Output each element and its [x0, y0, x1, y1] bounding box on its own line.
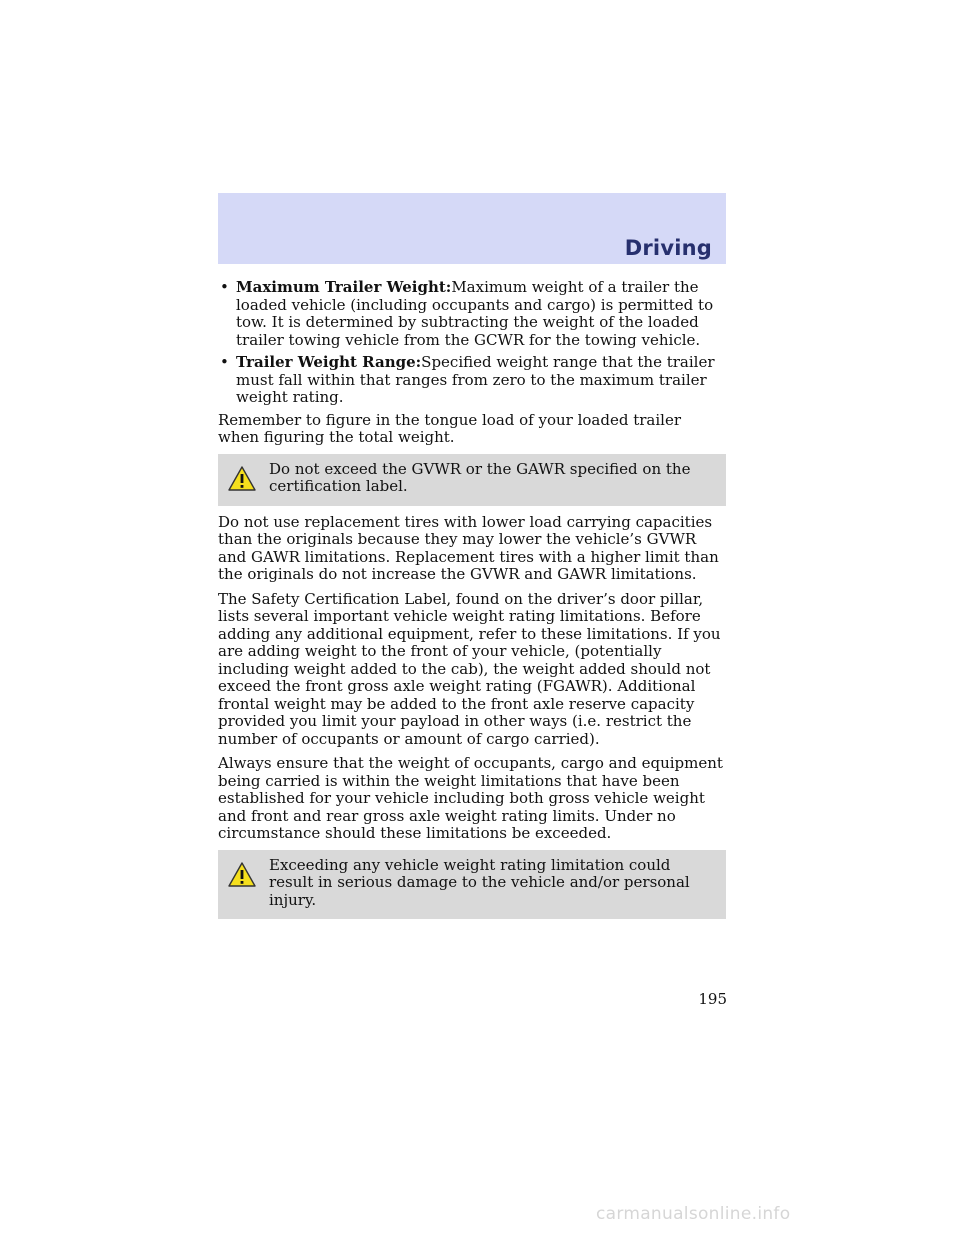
warning-text: Exceeding any vehicle weight rating limitation could result in serious damage to the vehicle and/or personal injury. — [269, 855, 690, 909]
bullet-term: Trailer Weight Range: — [236, 353, 422, 371]
bullet-mark: • — [220, 353, 229, 371]
bullet-term: Maximum Trailer Weight: — [236, 278, 452, 296]
page-number: 195 — [698, 990, 727, 1008]
page-content — [218, 279, 726, 927]
bullet-text: Specified weight range that the trailer must fall within that ranges from zero to the maximum trailer weight rating. — [236, 353, 715, 406]
paragraph: Do not use replacement tires with lower load carrying capacities than the originals because they may lower the vehicle’s GVWR and GAWR limitations. Replacement tires with a higher limit than the originals do not increase the GVWR and GAWR limitations. — [218, 512, 719, 583]
footer-watermark: carmanualsonline.info — [596, 1204, 791, 1224]
warning-box — [218, 454, 726, 506]
bullet-text: Maximum weight of a trailer the loaded vehicle (including occupants and cargo) is permitted to tow. It is determined by subtracting the weight of the loaded trailer towing vehicle from the GCWR for the towing vehicle. — [236, 278, 714, 349]
paragraph: The Safety Certification Label, found on the driver’s door pillar, lists several important vehicle weight rating limitations. Before adding any additional equipment, refer to these limitations. If you are adding weight to the front of your vehicle, (potentially including weight added to the cab), the weight added should not exceed the front gross axle weight rating (FGAWR). Additional frontal weight may be added to the front axle reserve capacity provided you limit your payload in other ways (i.e. restrict the number of occupants or amount of cargo carried). — [218, 589, 721, 748]
bullet-mark: • — [220, 278, 229, 296]
section-title: Driving — [624, 236, 712, 260]
bullet-item — [218, 354, 726, 407]
paragraph: Remember to figure in the tongue load of your loaded trailer when figuring the total weight. — [218, 410, 682, 446]
warning-triangle-icon — [228, 466, 256, 491]
warning-text: Do not exceed the GVWR or the GAWR specified on the certification label. — [269, 459, 691, 495]
section-header-band — [218, 193, 726, 264]
bullet-item — [218, 279, 726, 349]
warning-triangle-icon — [228, 862, 256, 887]
paragraph: Always ensure that the weight of occupants, cargo and equipment being carried is within the weight limitations that have been established for your vehicle including both gross vehicle weight and front and rear gross axle weight rating limits. Under no circumstance should these limitations be exceeded. — [218, 754, 723, 842]
warning-box — [218, 850, 726, 920]
